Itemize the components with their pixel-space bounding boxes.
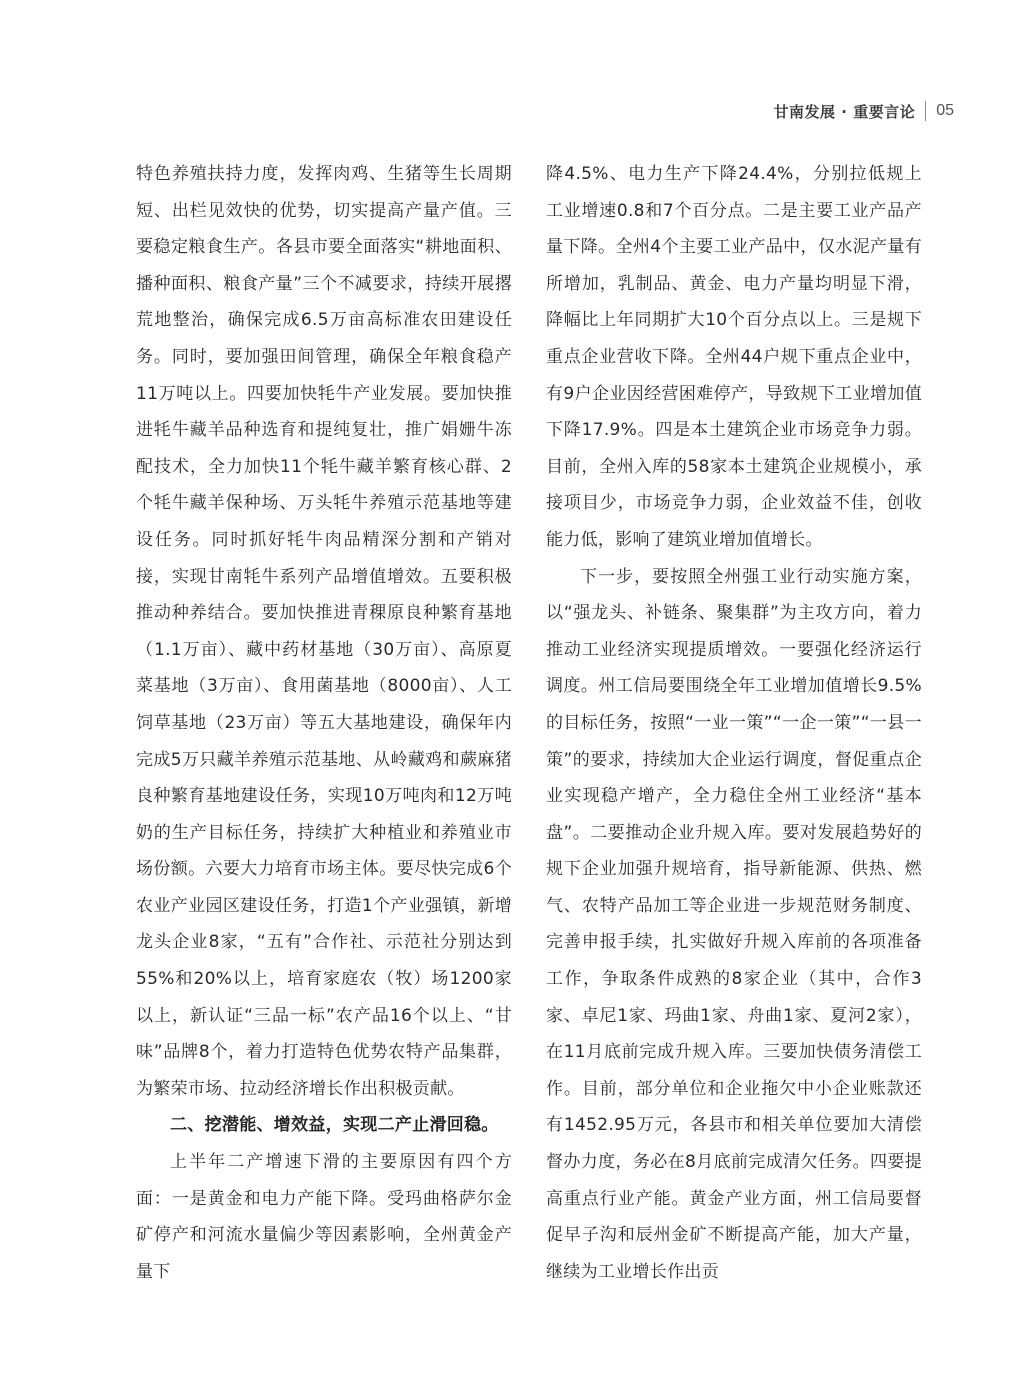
- header-divider: [925, 101, 926, 121]
- paragraph: 特色养殖扶持力度，发挥肉鸡、生猪等生长周期短、出栏见效快的优势，切实提高产量产值。三要稳定粮食生产。各县市要全面落实“耕地面积、播种面积、粮食产量”三个不减要求，持续开展撂荒地整治，确保完成6.5万亩高标准农田建设任务。同时，要加强田间管理，确保全年粮食稳产11万吨以上。四要加快牦牛产业发展。要加快推进牦牛藏羊品种选育和提纯复壮，推广娟姗牛冻配技术，全力加快11个牦牛藏羊繁育核心群、2个牦牛藏羊保种场、万头牦牛养殖示范基地等建设任务。同时抓好牦牛肉品精深分割和产销对接，实现甘南牦牛系列产品增值增效。五要积极推动种养结合。要加快推进青稞原良种繁育基地（1.1万亩）、藏中药材基地（30万亩）、高原夏菜基地（3万亩）、食用菌基地（8000亩）、人工饲草基地（23万亩）等五大基地建设，确保年内完成5万只藏羊养殖示范基地、从岭藏鸡和蕨麻猪良种繁育基地建设任务，实现10万吨肉和12万吨奶的生产目标任务，持续扩大种植业和养殖业市场份额。六要大力培育市场主体。要尽快完成6个农业产业园区建设任务，打造1个产业强镇，新增龙头企业8家，“五有”合作社、示范社分别达到55%和20%以上，培育家庭农（牧）场1200家以上，新认证“三品一标”农产品16个以上、“甘味”品牌8个，着力打造特色优势农特产品集群，为繁荣市场、拉动经济增长作出积极贡献。: [136, 164, 512, 1099]
- paragraph: 上半年二产增速下滑的主要原因有四个方面：一是黄金和电力产能下降。受玛曲格萨尔金矿停产和河流水量偏少等因素影响，全州黄金产量下: [136, 1152, 512, 1282]
- left-column: [136, 156, 512, 1290]
- right-column: [546, 156, 922, 1290]
- section-heading: 二、挖潜能、增效益，实现二产止滑回稳。: [170, 1115, 499, 1136]
- paragraph: 下一步，要按照全州强工业行动实施方案，以“强龙头、补链条、聚集群”为主攻方向，着力推动工业经济实现提质增效。一要强化经济运行调度。州工信局要围绕全年工业增加值增长9.5% 的目标任务，按照“一业一策”“一企一策”“一县一策”的要求，持续加大企业运行调度，督促重点企业实现稳产增产，全力稳住全州工业经济“基本盘”。二要推动企业升规入库。要对发展趋势好的规下企业加强升规培育，指导新能源、供热、燃气、农特产品加工等企业进一步规范财务制度、完善申报手续，扎实做好升规入库前的各项准备工作，争取条件成熟的8家企业（其中，合作3家、卓尼1家、玛曲1家、舟曲1家、夏河2家），在11月底前完成升规入库。三要加快债务清偿工作。目前，部分单位和企业拖欠中小企业账款还有1452.95万元，各县市和相关单位要加大清偿督办力度，务必在8月底前完成清欠任务。四要提高重点行业产能。黄金产业方面，州工信局要督促早子沟和辰州金矿不断提高产能，加大产量，继续为工业增长作出贡: [546, 566, 922, 1282]
- section-title: 甘南发展 · 重要言论: [773, 102, 916, 121]
- page-number: 05: [936, 102, 954, 119]
- paragraph: 降4.5%、电力生产下降24.4%，分别拉低规上工业增速0.8和7个百分点。二是主要工业产品产量下降。全州4个主要工业产品中，仅水泥产量有所增加，乳制品、黄金、电力产量均明显下滑，降幅比上年同期扩大10个百分点以上。三是规下重点企业营收下降。全州44户规下重点企业中，有9户企业因经营困难停产，导致规下工业增加值下降17.9%。四是本土建筑企业市场竞争力弱。目前，全州入库的58家本土建筑企业规模小，承接项目少，市场竞争力弱，企业效益不佳，创收能力低，影响了建筑业增加值增长。: [546, 164, 922, 550]
- running-header: [774, 96, 954, 126]
